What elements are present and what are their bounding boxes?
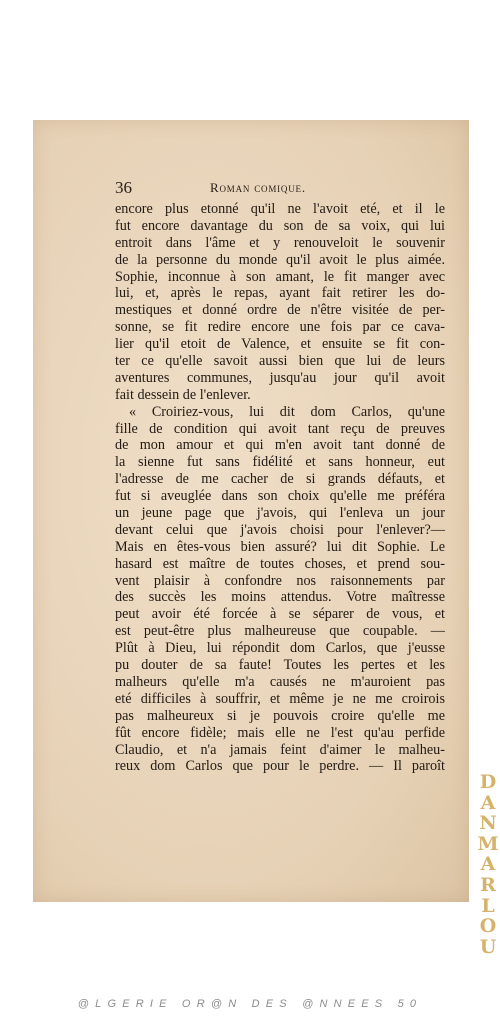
text-line: fût encore fidèle; mais elle ne l'est qu'au perfide — [115, 724, 445, 741]
text-line: fut si aveuglée dans son choix qu'elle me préféra — [115, 488, 445, 505]
text-line: fait dessein de l'enlever. — [115, 386, 251, 403]
watermark-letter: D — [479, 771, 497, 793]
text-line: sonne, se fit redire encore une fois par ce cava- — [115, 319, 445, 336]
text-line: fut encore davantage du son de sa voix, qui lui — [115, 217, 445, 234]
text-line: est peut-être plus malheureuse que coupable. — — [115, 623, 445, 640]
text-line: fille de condition qui avoit tant reçu de preuves — [115, 420, 445, 437]
page-header — [115, 178, 445, 198]
page-number: 36 — [115, 178, 132, 197]
text-line: l'adresse de me cacher de si grands défauts, et — [115, 471, 445, 488]
running-title: Roman comique. — [210, 180, 306, 195]
text-line: de mon amour et qui m'en avoit tant donné de — [115, 437, 445, 454]
text-line: reux dom Carlos que pour le perdre. — Il paroît — [115, 758, 445, 775]
watermark-letter: N — [479, 812, 497, 835]
text-line: la sienne fut sans fidélité et sans honneur, eut — [115, 454, 445, 471]
text-line: Sophie, inconnue à son amant, le fit manger avec — [115, 268, 445, 285]
text-line: entroit dans l'âme et y renouveloit le souvenir — [115, 234, 445, 251]
text-line: pas malheureux si je pouvois croire qu'elle me — [115, 707, 445, 724]
footer-caption: @LGERIE OR@N DES @NNEES 50 — [77, 998, 423, 1010]
text-line: pu douter de sa faute! Toutes les pertes et les — [115, 657, 445, 674]
text-line: un jeune page que j'avois, qui l'enleva un jour — [115, 505, 445, 522]
watermark-letter: O — [479, 915, 497, 938]
body-text — [115, 201, 445, 775]
watermark-letter: R — [480, 873, 496, 896]
text-line: vent plaisir à confondre nos raisonnements par — [115, 572, 445, 589]
text-line: malheurs qu'elle m'a causés ne m'auroient pas — [115, 673, 445, 690]
text-line: Plût à Dieu, lui répondit dom Carlos, que j'eusse — [115, 640, 445, 657]
watermark-letter: U — [479, 935, 497, 958]
text-line: eté difficiles à souffrir, et même je ne me croirois — [115, 690, 445, 707]
text-line: « Croiriez-vous, lui dit dom Carlos, qu'une — [129, 403, 445, 420]
text-line: de la personne du monde qu'il avoit le plus aimée. — [115, 251, 445, 268]
text-line: devant celui que j'avois choisi pour l'enlever?— — [115, 521, 445, 538]
text-line: Claudio, et n'a jamais feint d'aimer le malheu- — [115, 741, 445, 758]
text-line: encore plus etonné qu'il ne l'avoit eté, et il le — [115, 201, 445, 217]
text-line: peut avoir été forcée à se séparer de vous, et — [115, 606, 445, 623]
text-line: hasard est maître de toutes choses, et prend sou- — [115, 555, 445, 572]
watermark-letter: M — [477, 832, 499, 855]
vertical-watermark — [476, 772, 500, 957]
text-line: ter ce qu'elle savoit aussi bien que lui de leurs — [115, 353, 445, 370]
text-line: des succès les moins attendus. Votre maîtresse — [115, 589, 445, 606]
watermark-letter: A — [480, 853, 496, 876]
watermark-letter: L — [481, 894, 495, 917]
text-line: Mais en êtes-vous bien assuré? lui dit Sophie. Le — [115, 538, 445, 555]
text-line: aventures communes, jusqu'au jour qu'il avoit — [115, 369, 445, 386]
text-line: lui, et, après le repas, ayant fait retirer les do- — [115, 285, 445, 302]
text-line: mestiques et donné ordre de n'être visitée de per- — [115, 302, 445, 319]
watermark-letter: A — [480, 791, 496, 814]
text-line: lier qu'il etoit de Valence, et ensuite se fit con- — [115, 336, 445, 353]
